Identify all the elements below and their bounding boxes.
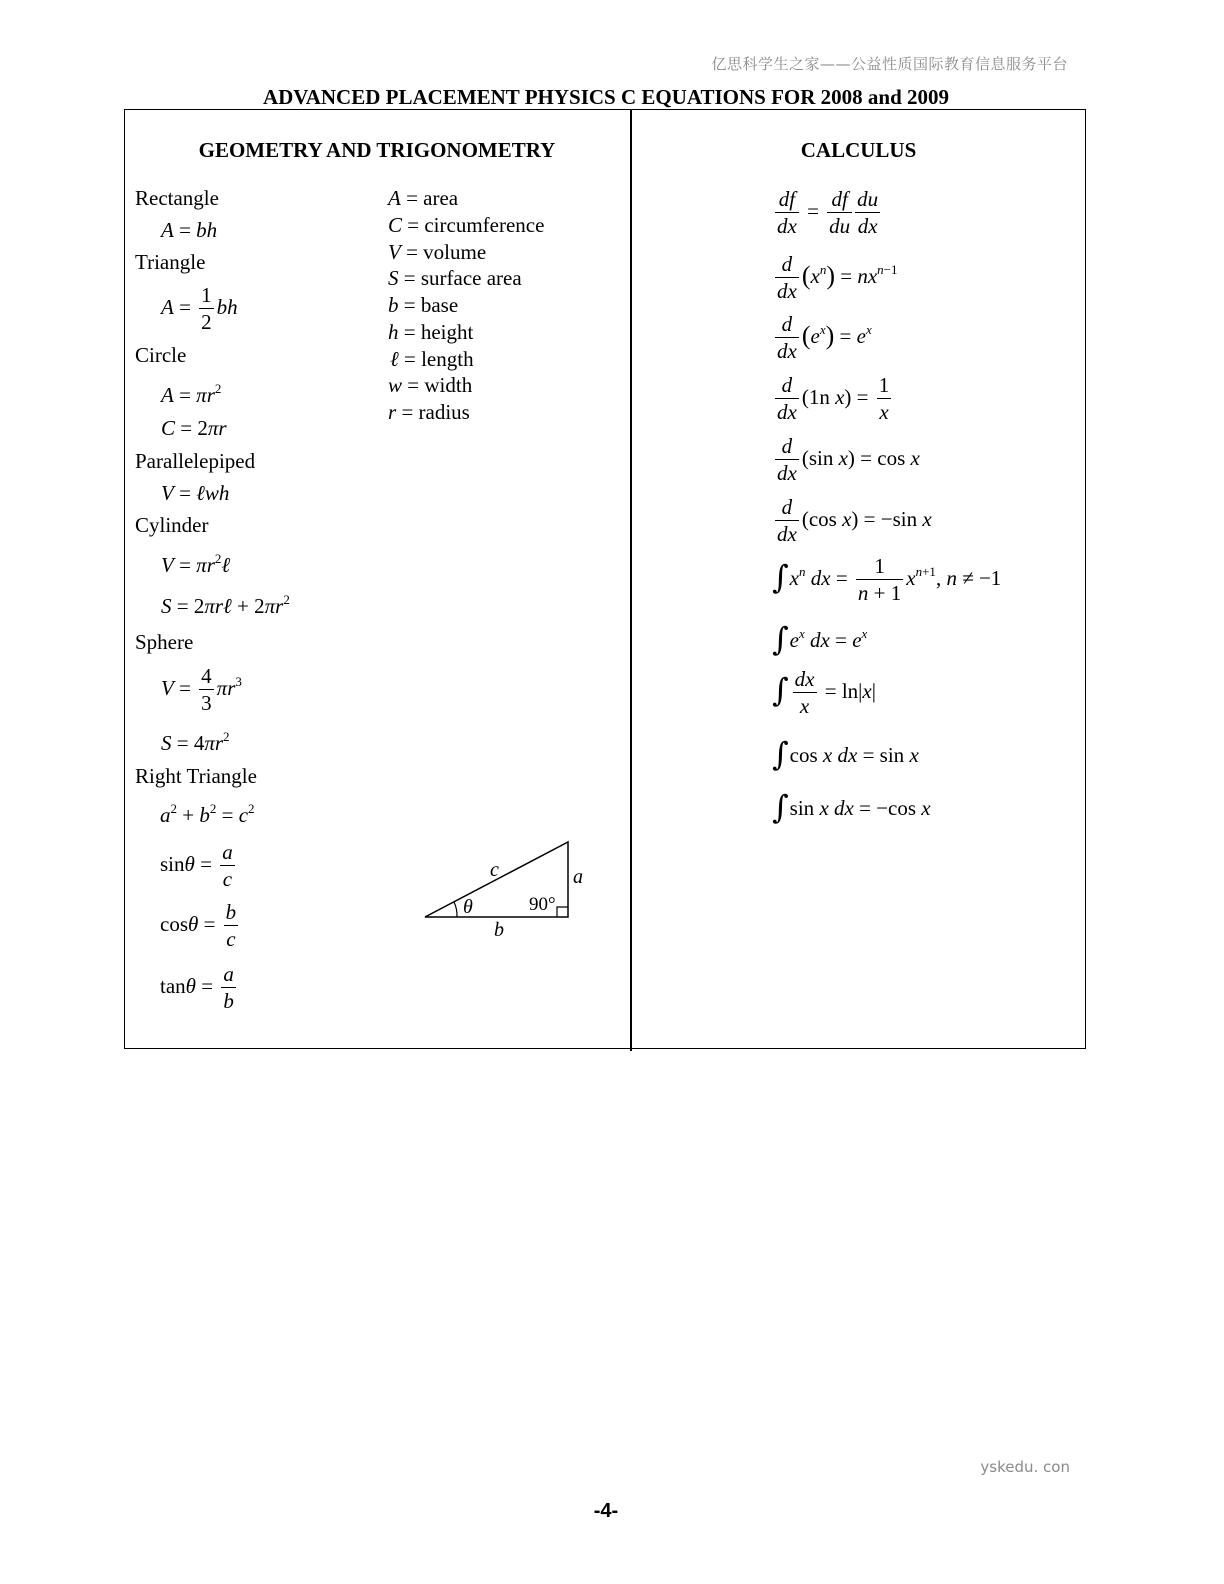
sphere-surface-formula: $S = 4\pi r^2$: [161, 729, 230, 755]
cos-derivative: $\frac{d}{dx}$ (cos x) = −sin x: [777, 495, 932, 546]
legend-item: C = circumference: [388, 213, 545, 237]
right-angle-label: 90°: [529, 894, 556, 915]
parallelepiped-label: Parallelepiped: [135, 449, 256, 473]
pythagorean-formula: $a^2 + b^2 = c^2$: [160, 801, 255, 827]
right-triangle-diagram: [420, 836, 600, 946]
sin-integral: ∫sin x dx = −cos x: [772, 788, 931, 826]
sin-derivative: $\frac{d}{dx}$ (sin x) = cos x: [777, 434, 920, 485]
legend-item: b = base: [388, 293, 459, 317]
reciprocal-integral: ∫ $\frac{dx}{x}$ = ln|x|: [772, 667, 876, 718]
adjacent-label: b: [494, 919, 504, 941]
cylinder-label: Cylinder: [135, 513, 209, 537]
tangent-formula: tanθ = $\frac{a}{b}$: [160, 962, 234, 1013]
legend-item: S = surface area: [388, 266, 522, 290]
log-derivative: $\frac{d}{dx}$ (1n x) = $\frac{1}{x}$: [777, 373, 890, 424]
page-number: -4-: [593, 1500, 619, 1522]
circle-label: Circle: [135, 343, 187, 367]
angle-label: θ: [463, 896, 473, 918]
cylinder-volume-formula: $V = \pi r^2\ell$: [161, 551, 231, 577]
cylinder-surface-formula: S = 2πrℓ + $2\pi r^2$: [161, 592, 290, 618]
legend-item: V = volume: [388, 240, 487, 264]
rectangle-area-formula: A = bh: [161, 218, 218, 242]
watermark-bottom: yskedu. con: [980, 1458, 1070, 1476]
sphere-volume-formula: V = $\frac{4}{3}$ $\pi r^3$: [161, 664, 242, 715]
chain-rule: $\frac{df}{dx}$ = $\frac{df}{du}$ $\frac{du}{dx}$: [777, 187, 879, 238]
legend-item: A = area: [388, 186, 459, 210]
parallelepiped-volume-formula: V = ℓwh: [161, 481, 230, 505]
circle-circumference-formula: C = 2πr: [161, 416, 227, 440]
cos-integral: ∫cos x dx = sin x: [772, 735, 919, 773]
watermark-top: 亿思科学生之家——公益性质国际教育信息服务平台: [711, 55, 1068, 73]
cosine-formula: cosθ = $\frac{b}{c}$: [160, 900, 237, 951]
legend-item: ℓ = length: [390, 347, 474, 371]
legend-item: h = height: [388, 320, 474, 344]
power-rule-integral: $\int x^n$ dx = $\frac{1}{n + 1}$ $x^{n+1}$, n ≠ −1: [772, 554, 1002, 605]
triangle-area-formula: A = $\frac{1}{2}$ bh: [161, 283, 238, 334]
page-title: ADVANCED PLACEMENT PHYSICS C EQUATIONS FOR 2008 and 2009: [262, 85, 950, 109]
circle-area-formula: $A = \pi r^2$: [161, 381, 222, 407]
hypotenuse-label: c: [490, 859, 499, 881]
legend-item: r = radius: [388, 400, 470, 424]
exp-integral: $\int e^x$ dx = $e^x$: [772, 620, 868, 658]
exp-derivative: $\frac{d}{dx}$ $(e^x) = e^x$: [777, 312, 872, 363]
sphere-label: Sphere: [135, 630, 194, 654]
geometry-heading: GEOMETRY AND TRIGONOMETRY: [198, 138, 556, 162]
legend-item: w = width: [388, 373, 473, 397]
sine-formula: sinθ = $\frac{a}{c}$: [160, 840, 233, 891]
calculus-heading: CALCULUS: [800, 138, 917, 162]
triangle-label: Triangle: [135, 250, 206, 274]
opposite-label: a: [573, 866, 583, 888]
rectangle-label: Rectangle: [135, 186, 219, 210]
right-triangle-label: Right Triangle: [135, 764, 257, 788]
power-rule-derivative: $\frac{d}{dx}$ $(x^n) = nx^{n-1}$: [777, 252, 898, 303]
column-divider: [630, 109, 632, 1051]
